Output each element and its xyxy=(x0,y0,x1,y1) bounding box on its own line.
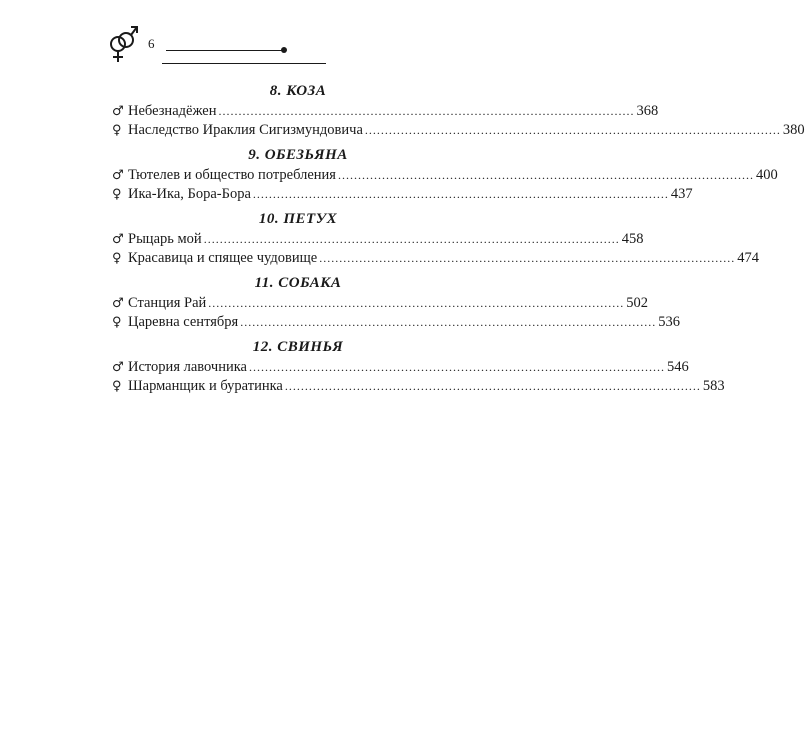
toc-entry xyxy=(112,185,693,204)
dot-leader: ........................................................................................................ xyxy=(240,315,657,329)
male-symbol-icon: ♂ xyxy=(112,360,124,375)
section-title: 11. СОБАКА xyxy=(254,275,342,291)
entry-page: 546 xyxy=(666,359,689,375)
toc-section xyxy=(112,80,805,140)
toc-entry xyxy=(112,166,778,185)
toc-entry xyxy=(112,102,659,121)
female-symbol-icon: ♀ xyxy=(112,379,122,394)
toc-section xyxy=(112,144,778,204)
dot-leader: ........................................................................................................ xyxy=(208,296,625,310)
dot-leader: ........................................................................................................ xyxy=(252,187,669,201)
entry-page: 400 xyxy=(755,167,778,183)
entry-page: 474 xyxy=(737,250,759,266)
page-header xyxy=(106,22,326,72)
male-symbol-icon: ♂ xyxy=(112,168,124,183)
dot-leader: ........................................................................................................ xyxy=(284,379,701,393)
toc-entry xyxy=(112,230,644,249)
dot-leader: ........................................................................................................ xyxy=(203,232,620,246)
entry-page: 502 xyxy=(626,295,649,311)
toc-entry xyxy=(112,121,805,140)
female-symbol-icon: ♀ xyxy=(112,187,122,202)
dot-leader: ........................................................................................................ xyxy=(248,360,665,374)
header-rule xyxy=(166,50,284,51)
entry-page: 380 xyxy=(782,122,805,138)
entry-page: 536 xyxy=(658,314,680,330)
entry-page: 583 xyxy=(702,378,725,394)
entry-title: Небезнадёжен xyxy=(128,103,217,119)
entry-title: Рыцарь мой xyxy=(128,231,202,247)
entry-title: История лавочника xyxy=(128,359,247,375)
female-symbol-icon: ♀ xyxy=(112,315,122,330)
male-symbol-icon: ♂ xyxy=(112,232,124,247)
male-symbol-icon: ♂ xyxy=(112,296,124,311)
toc-section xyxy=(112,208,759,268)
gender-symbols-icon xyxy=(106,22,140,66)
entry-title: Станция Рай xyxy=(128,295,207,311)
toc-entry xyxy=(112,294,649,313)
toc-entry xyxy=(112,313,680,332)
toc-entry xyxy=(112,358,689,377)
entry-page: 368 xyxy=(636,103,659,119)
dot-leader: ........................................................................................................ xyxy=(337,168,754,182)
entry-title: Ика-Ика, Бора-Бора xyxy=(128,186,251,202)
table-of-contents xyxy=(112,80,805,396)
entry-title: Тютелев и общество потребления xyxy=(128,167,336,183)
female-symbol-icon: ♀ xyxy=(112,251,122,266)
header-dot xyxy=(281,47,287,53)
dot-leader: ........................................................................................................ xyxy=(319,251,736,265)
male-symbol-icon: ♂ xyxy=(112,104,124,119)
toc-section xyxy=(112,272,680,332)
entry-title: Наследство Ираклия Сигизмундовича xyxy=(128,122,363,138)
section-title: 12. СВИНЬЯ xyxy=(252,339,344,355)
toc-section xyxy=(112,336,725,396)
header-underline xyxy=(162,63,326,64)
section-title: 8. КОЗА xyxy=(269,83,327,99)
toc-entry xyxy=(112,377,725,396)
entry-page: 458 xyxy=(621,231,644,247)
dot-leader: ........................................................................................................ xyxy=(218,104,635,118)
entry-title: Шарманщик и буратинка xyxy=(128,378,283,394)
entry-title: Царевна сентября xyxy=(128,314,239,330)
entry-page: 437 xyxy=(670,186,693,202)
dot-leader: ........................................................................................................ xyxy=(364,123,781,137)
section-title: 10. ПЕТУХ xyxy=(258,211,338,227)
entry-title: Красавица и спящее чудовище xyxy=(128,250,318,266)
toc-entry xyxy=(112,249,759,268)
section-title: 9. ОБЕЗЬЯНА xyxy=(248,147,348,163)
female-symbol-icon: ♀ xyxy=(112,123,122,138)
page-number: 6 xyxy=(148,36,155,51)
